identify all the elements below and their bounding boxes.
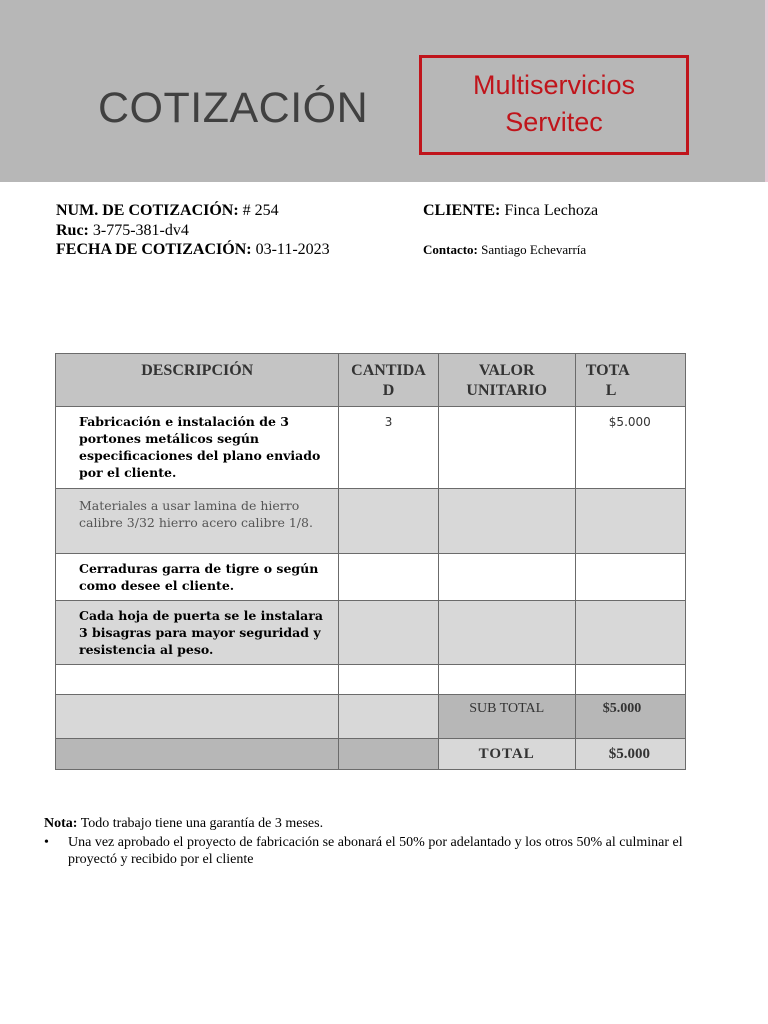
note-label: Nota: (44, 816, 78, 831)
description-cell: Cada hoja de puerta se le instalara 3 bisagras para mayor seguridad y resistencia al peso. (56, 601, 339, 665)
quote-items-table (55, 353, 686, 770)
description-cell: Fabricación e instalación de 3 portones metálicos según especificaciones del plano enviado por el cliente. (56, 407, 339, 489)
unit-value-cell (438, 407, 575, 489)
ruc (56, 222, 189, 240)
table-header-row (56, 354, 686, 407)
description-cell: Cerraduras garra de tigre o según como desee el cliente. (56, 554, 339, 601)
column-header-unit-value: VALOR UNITARIO (438, 354, 575, 407)
subtotal-label: SUB TOTAL (438, 695, 575, 739)
contact (423, 242, 586, 258)
contact-label: Contacto: (423, 242, 478, 257)
total-row (56, 739, 686, 770)
quote-date-label: FECHA DE COTIZACIÓN: (56, 241, 252, 258)
total-value: $5.000 (575, 739, 685, 770)
ruc-value: 3-775-381-dv4 (92, 222, 189, 239)
unit-value-cell (438, 554, 575, 601)
quote-number (56, 202, 279, 220)
total-cell (575, 601, 685, 665)
contact-value: Santiago Echevarría (481, 242, 587, 257)
column-header-total: TOTA L (575, 354, 685, 407)
page-title: COTIZACIÓN (98, 84, 369, 132)
unit-value-cell (438, 489, 575, 554)
note-text: Todo trabajo tiene una garantía de 3 meses. (80, 816, 324, 831)
quote-number-label: NUM. DE COTIZACIÓN: (56, 202, 239, 219)
brand-name-line1: Multiservicios (472, 70, 636, 100)
quote-date-value: 03-11-2023 (255, 241, 330, 258)
table-row (56, 407, 686, 489)
table-row (56, 489, 686, 554)
column-header-quantity: CANTIDA D (339, 354, 438, 407)
table-row (56, 601, 686, 665)
subtotal-value: $5.000 (575, 695, 685, 739)
table-row-empty (56, 665, 686, 695)
quantity-cell: 3 (339, 407, 438, 489)
payment-terms-text: Una vez aprobado el proyecto de fabricación se abonará el 50% por adelantado y los otros 50% al culminar el proyectó y recibido por el cliente (68, 835, 683, 867)
brand-name-line2: Servitec (505, 107, 603, 137)
description-cell: Materiales a usar lamina de hierro calibre 3/32 hierro acero calibre 1/8. (56, 489, 339, 554)
client (423, 202, 598, 220)
ruc-label: Ruc: (56, 222, 89, 239)
subtotal-row (56, 695, 686, 739)
quote-number-value: # 254 (242, 202, 279, 219)
total-cell (575, 489, 685, 554)
quantity-cell (339, 554, 438, 601)
quantity-cell (339, 601, 438, 665)
total-label: TOTAL (438, 739, 575, 770)
table-row (56, 554, 686, 601)
column-header-description: DESCRIPCIÓN (56, 354, 339, 407)
client-label: CLIENTE: (423, 202, 501, 219)
note (44, 816, 323, 832)
unit-value-cell (438, 601, 575, 665)
brand-logo-box (419, 55, 689, 155)
bullet-icon: • (44, 835, 49, 850)
quantity-cell (339, 489, 438, 554)
client-value: Finca Lechoza (504, 202, 599, 219)
header-band (0, 0, 765, 182)
total-cell (575, 554, 685, 601)
total-cell: $5.000 (575, 407, 685, 489)
quote-date (56, 241, 330, 259)
